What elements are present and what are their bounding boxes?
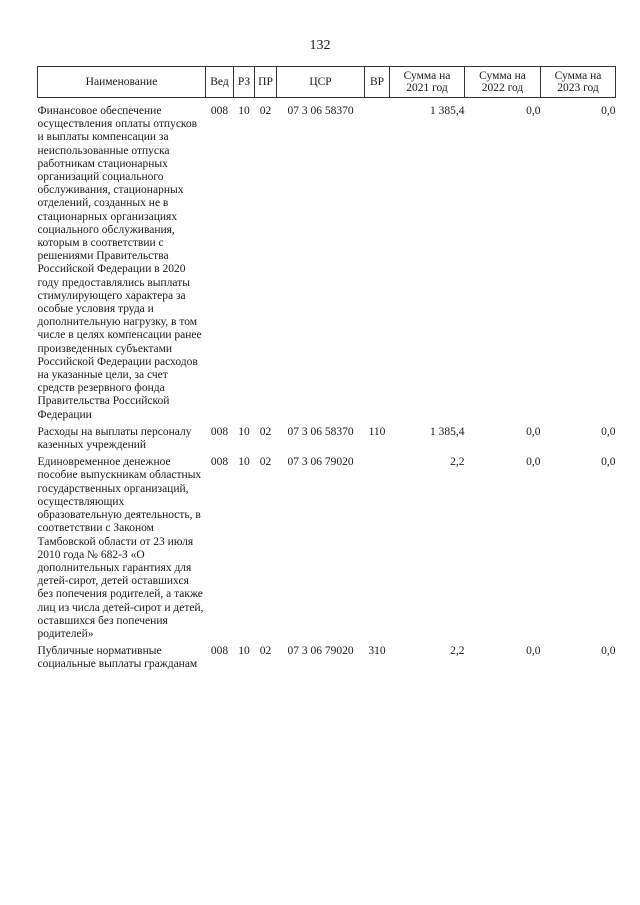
header-vr: ВР [365, 67, 390, 98]
header-ved: Вед [206, 67, 234, 98]
row-sum-2021: 2,2 [450, 645, 465, 658]
row-sum-2022: 0,0 [526, 645, 541, 658]
row-sum-2021: 2,2 [450, 456, 465, 469]
row-pr: 02 [259, 105, 272, 117]
row-csr: 07 3 06 79020 [287, 456, 354, 469]
row-csr: 07 3 06 58370 [287, 105, 354, 117]
row-vr: 310 [368, 645, 386, 658]
row-sum-2022: 0,0 [526, 105, 541, 117]
table-header [38, 67, 616, 98]
row-name: Публичные нормативные социальные выплаты гражданам [37, 645, 198, 671]
row-sum-2023: 0,0 [601, 105, 616, 117]
header-csr: ЦСР [277, 67, 365, 98]
row-ved: 008 [210, 456, 229, 469]
row-rz: 10 [238, 645, 250, 658]
table-row [38, 641, 616, 671]
header-pr: ПР [255, 67, 277, 98]
row-pr: 02 [259, 645, 272, 658]
row-rz: 10 [238, 105, 250, 117]
row-rz: 10 [238, 456, 250, 469]
header-sum-2021: Сумма на 2021 год [390, 67, 465, 98]
table-row [38, 422, 616, 452]
row-pr: 02 [259, 456, 272, 469]
header-name: Наименование [38, 67, 206, 98]
row-vr: 110 [368, 425, 386, 438]
row-rz: 10 [238, 425, 250, 438]
row-sum-2023: 0,0 [601, 425, 616, 438]
row-sum-2021: 1 385,4 [430, 105, 465, 117]
row-sum-2023: 0,0 [601, 645, 616, 658]
table-row [38, 98, 616, 422]
header-sum-2023: Сумма на 2023 год [541, 67, 616, 98]
row-name: Единовременное денежное пособие выпускникам областных государственных организаций, осуществляющих образовательную деятельность, в соответствии с Законом Тамбовской области от 23 июля 2010 года № 682-З «О дополнительных гарантиях для детей-сирот, детей оставшихся без попечения родителей, а также лиц из числа детей-сирот и детей, оставшихся без попечения родителей» [37, 456, 204, 640]
header-rz: РЗ [234, 67, 255, 98]
row-ved: 008 [210, 105, 229, 117]
row-sum-2023: 0,0 [601, 456, 616, 469]
row-sum-2022: 0,0 [526, 456, 541, 469]
row-ved: 008 [210, 425, 229, 438]
budget-table [37, 66, 616, 672]
row-sum-2021: 1 385,4 [430, 425, 465, 438]
row-name: Расходы на выплаты персоналу казенных учреждений [37, 425, 192, 452]
header-sum-2022: Сумма на 2022 год [465, 67, 541, 98]
row-csr: 07 3 06 58370 [287, 425, 354, 438]
row-ved: 008 [210, 645, 229, 658]
page-number: 132 [309, 38, 331, 53]
row-csr: 07 3 06 79020 [287, 645, 354, 658]
row-pr: 02 [259, 425, 272, 438]
row-vr [365, 452, 390, 641]
row-sum-2022: 0,0 [526, 425, 541, 438]
row-vr [365, 98, 390, 422]
row-name: Финансовое обеспечение осуществления оплаты отпусков и выплаты компенсации за неиспользованные отпуска работникам стационарных организаций социального обслуживания, стационарных отделений, созданных не в стационарных организациях социального обслуживания, которым в соответствии с решениями Правительства Российской Федерации в 2020 году предоставлялись выплаты стимулирующего характера за особые условия труда и дополнительную нагрузку, в том числе в целях компенсации ранее произведенных субъектами Российской Федерации расходов на указанные цели, за счет средств резервного фонда Правительства Российской Федерации [37, 105, 202, 421]
table-row [38, 452, 616, 641]
